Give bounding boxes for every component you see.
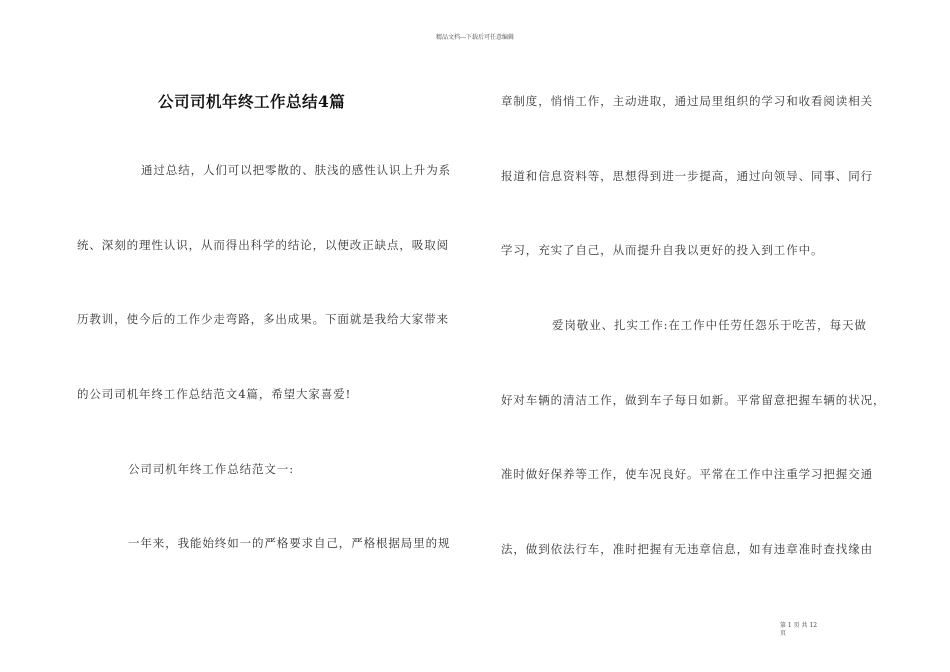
page-number-line-1: 第 1 页 共 12 — [780, 622, 818, 629]
page-number — [780, 622, 817, 638]
section-heading-1: 公司司机年终工作总结范文一: — [128, 462, 294, 476]
right-line-4: 爱岗敬业、扎实工作:在工作中任劳任怨乐于吃苦，每天做 — [552, 318, 867, 332]
right-line-7: 法，做到依法行车，准时把握有无违章信息，如有违章准时查找缘由 — [501, 542, 873, 556]
document-title: 公司司机年终工作总结4篇 — [158, 92, 346, 111]
left-line-3: 历教训，使今后的工作少走弯路，多出成果。下面就是我给大家带来 — [77, 312, 449, 326]
left-line-1: 通过总结，人们可以把零散的、肤浅的感性认识上升为系 — [141, 163, 451, 177]
left-line-4: 的公司司机年终工作总结范文4篇，希望大家喜爱! — [77, 387, 352, 401]
left-line-2: 统、深刻的理性认识，从而得出科学的结论，以便改正缺点，吸取阅 — [77, 238, 449, 252]
right-line-6: 准时做好保养等工作，使车况良好。平常在工作中注重学习把握交通 — [501, 467, 873, 481]
page-header: 精品文档---下载后可任意编辑 — [435, 34, 515, 41]
page-number-line-2: 页 — [780, 630, 787, 637]
right-line-2: 报道和信息资料等，思想得到进一步提高，通过向领导、同事、同行 — [501, 169, 873, 183]
right-line-3: 学习，充实了自己，从而提升自我以更好的投入到工作中。 — [501, 243, 824, 257]
left-line-6: 一年来，我能始终如一的严格要求自己，严格根据局里的规 — [128, 536, 451, 550]
right-line-1: 章制度，悄悄工作，主动进取，通过局里组织的学习和收看阅读相关 — [501, 94, 873, 108]
right-line-5: 好对车辆的清洁工作，做到车子每日如新。平常留意把握车辆的状况， — [501, 393, 886, 407]
